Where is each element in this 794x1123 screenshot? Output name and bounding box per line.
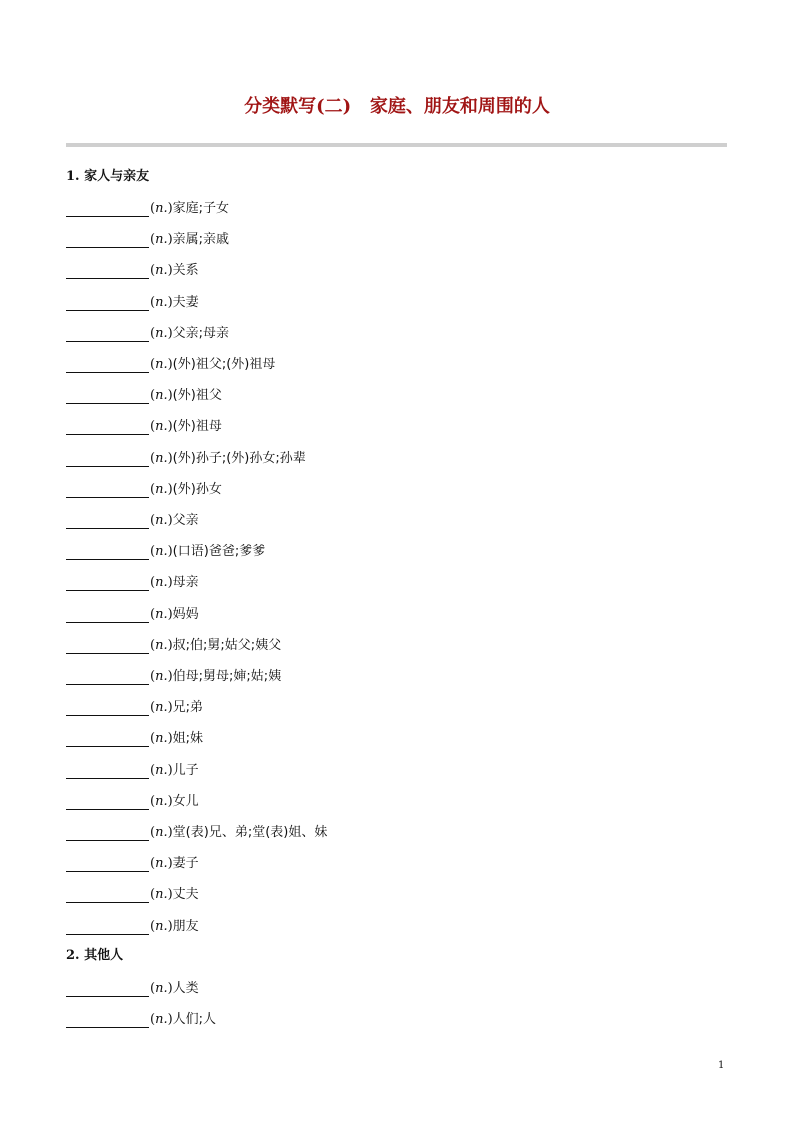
chinese-meaning: 夫妻	[172, 294, 199, 310]
part-of-speech-label: n.	[155, 825, 168, 840]
part-of-speech: (n.)	[150, 419, 173, 435]
chinese-meaning: 母亲	[172, 575, 199, 591]
vocab-entry	[66, 605, 199, 623]
chinese-meaning: (口语)爸爸;爹爹	[172, 544, 266, 560]
vocab-entry	[66, 324, 229, 342]
section-heading: 1. 家人与亲友	[66, 169, 150, 184]
part-of-speech-label: n.	[155, 731, 168, 747]
part-of-speech-label: n.	[155, 294, 168, 310]
answer-blank[interactable]	[66, 920, 149, 935]
answer-blank[interactable]	[66, 888, 149, 903]
section-heading: 2. 其他人	[66, 948, 124, 963]
chinese-meaning: 家庭;子女	[172, 201, 230, 216]
vocab-entry	[66, 355, 275, 373]
answer-blank[interactable]	[66, 1013, 149, 1028]
part-of-speech: (n.)	[150, 201, 173, 216]
answer-blank[interactable]	[66, 296, 149, 311]
part-of-speech: (n.)	[150, 731, 173, 747]
chinese-meaning: 妈妈	[172, 606, 199, 622]
part-of-speech: (n.)	[150, 450, 173, 466]
chinese-meaning: 朋友	[172, 918, 199, 934]
answer-blank[interactable]	[66, 764, 149, 779]
answer-blank[interactable]	[66, 795, 149, 810]
chinese-meaning: 父亲;母亲	[172, 325, 230, 341]
part-of-speech: (n.)	[150, 825, 173, 840]
part-of-speech-label: n.	[155, 700, 168, 716]
part-of-speech: (n.)	[150, 263, 173, 279]
chinese-meaning: 人们;人	[172, 1012, 217, 1028]
answer-blank[interactable]	[66, 514, 149, 529]
answer-blank[interactable]	[66, 358, 149, 373]
part-of-speech-label: n.	[155, 1012, 168, 1028]
part-of-speech: (n.)	[150, 793, 173, 809]
chinese-meaning: 兄;弟	[172, 700, 204, 716]
answer-blank[interactable]	[66, 389, 149, 404]
part-of-speech-label: n.	[155, 606, 168, 622]
part-of-speech-label: n.	[155, 669, 168, 684]
answer-blank[interactable]	[66, 857, 149, 872]
answer-blank[interactable]	[66, 732, 149, 747]
part-of-speech-label: n.	[155, 575, 168, 591]
vocab-entry	[66, 449, 306, 467]
part-of-speech: (n.)	[150, 357, 173, 372]
part-of-speech: (n.)	[150, 232, 173, 248]
chinese-meaning: 父亲	[172, 513, 199, 528]
chinese-meaning: 人类	[172, 981, 199, 996]
vocab-entry	[66, 667, 281, 685]
part-of-speech-label: n.	[155, 637, 168, 653]
part-of-speech-label: n.	[155, 887, 168, 903]
answer-blank[interactable]	[66, 264, 149, 279]
vocab-entry	[66, 417, 222, 435]
part-of-speech-label: n.	[155, 762, 168, 778]
vocab-entry	[66, 917, 199, 935]
chinese-meaning: 儿子	[172, 762, 199, 778]
part-of-speech-label: n.	[155, 263, 168, 279]
chinese-meaning: (外)祖父;(外)祖母	[172, 357, 276, 372]
part-of-speech: (n.)	[150, 981, 173, 996]
part-of-speech-label: n.	[155, 513, 168, 528]
answer-blank[interactable]	[66, 608, 149, 623]
chinese-meaning: 伯母;舅母;婶;姑;姨	[172, 669, 282, 684]
vocab-entry	[66, 823, 327, 841]
answer-blank[interactable]	[66, 420, 149, 435]
part-of-speech: (n.)	[150, 575, 173, 591]
vocab-entry	[66, 199, 229, 217]
part-of-speech-label: n.	[155, 481, 168, 497]
vocab-entry	[66, 636, 281, 654]
answer-blank[interactable]	[66, 639, 149, 654]
part-of-speech: (n.)	[150, 700, 173, 716]
part-of-speech: (n.)	[150, 669, 173, 684]
part-of-speech: (n.)	[150, 762, 173, 778]
answer-blank[interactable]	[66, 452, 149, 467]
part-of-speech: (n.)	[150, 918, 173, 934]
answer-blank[interactable]	[66, 202, 149, 217]
part-of-speech-label: n.	[155, 357, 168, 372]
part-of-speech: (n.)	[150, 887, 173, 903]
chinese-meaning: 叔;伯;舅;姑父;姨父	[172, 637, 282, 653]
vocab-entry	[66, 885, 199, 903]
part-of-speech: (n.)	[150, 637, 173, 653]
answer-blank[interactable]	[66, 545, 149, 560]
vocab-entry	[66, 792, 199, 810]
part-of-speech-label: n.	[155, 981, 168, 996]
answer-blank[interactable]	[66, 483, 149, 498]
vocab-entry	[66, 698, 203, 716]
chinese-meaning: 亲属;亲戚	[172, 232, 230, 248]
part-of-speech: (n.)	[150, 606, 173, 622]
chinese-meaning: 女儿	[172, 793, 199, 809]
answer-blank[interactable]	[66, 701, 149, 716]
part-of-speech-label: n.	[155, 793, 168, 809]
page-number: 1	[718, 1060, 725, 1071]
vocab-entry	[66, 293, 199, 311]
part-of-speech-label: n.	[155, 388, 168, 404]
part-of-speech: (n.)	[150, 388, 173, 404]
vocab-entry	[66, 386, 222, 404]
answer-blank[interactable]	[66, 826, 149, 841]
chinese-meaning: (外)孙女	[172, 481, 222, 497]
answer-blank[interactable]	[66, 982, 149, 997]
part-of-speech-label: n.	[155, 201, 168, 216]
vocab-entry	[66, 1010, 216, 1028]
chinese-meaning: 丈夫	[172, 887, 199, 903]
chinese-meaning: 关系	[172, 263, 199, 279]
part-of-speech: (n.)	[150, 544, 173, 560]
vocab-entry	[66, 761, 199, 779]
vocab-entry	[66, 979, 199, 997]
part-of-speech: (n.)	[150, 1012, 173, 1028]
part-of-speech-label: n.	[155, 325, 168, 341]
part-of-speech-label: n.	[155, 450, 168, 466]
vocab-entry	[66, 854, 199, 872]
answer-blank[interactable]	[66, 576, 149, 591]
answer-blank[interactable]	[66, 670, 149, 685]
chinese-meaning: 妻子	[172, 856, 199, 872]
part-of-speech: (n.)	[150, 856, 173, 872]
vocab-entry	[66, 542, 265, 560]
answer-blank[interactable]	[66, 327, 149, 342]
vocab-entry	[66, 511, 199, 529]
part-of-speech: (n.)	[150, 513, 173, 528]
part-of-speech: (n.)	[150, 294, 173, 310]
part-of-speech-label: n.	[155, 856, 168, 872]
part-of-speech: (n.)	[150, 325, 173, 341]
title-divider	[66, 143, 727, 147]
part-of-speech-label: n.	[155, 419, 168, 435]
part-of-speech-label: n.	[155, 232, 168, 248]
chinese-meaning: 堂(表)兄、弟;堂(表)姐、妹	[172, 825, 328, 840]
part-of-speech-label: n.	[155, 544, 168, 560]
part-of-speech: (n.)	[150, 481, 173, 497]
chinese-meaning: (外)祖母	[172, 419, 222, 435]
vocab-entry	[66, 573, 199, 591]
vocab-entry	[66, 230, 229, 248]
chinese-meaning: 姐;妹	[172, 731, 204, 747]
chinese-meaning: (外)祖父	[172, 388, 222, 404]
answer-blank[interactable]	[66, 233, 149, 248]
chinese-meaning: (外)孙子;(外)孙女;孙辈	[172, 450, 306, 466]
part-of-speech-label: n.	[155, 918, 168, 934]
vocab-entry	[66, 729, 203, 747]
page-title: 分类默写(二) 家庭、朋友和周围的人	[244, 96, 550, 117]
vocab-entry	[66, 480, 222, 498]
vocab-entry	[66, 261, 199, 279]
